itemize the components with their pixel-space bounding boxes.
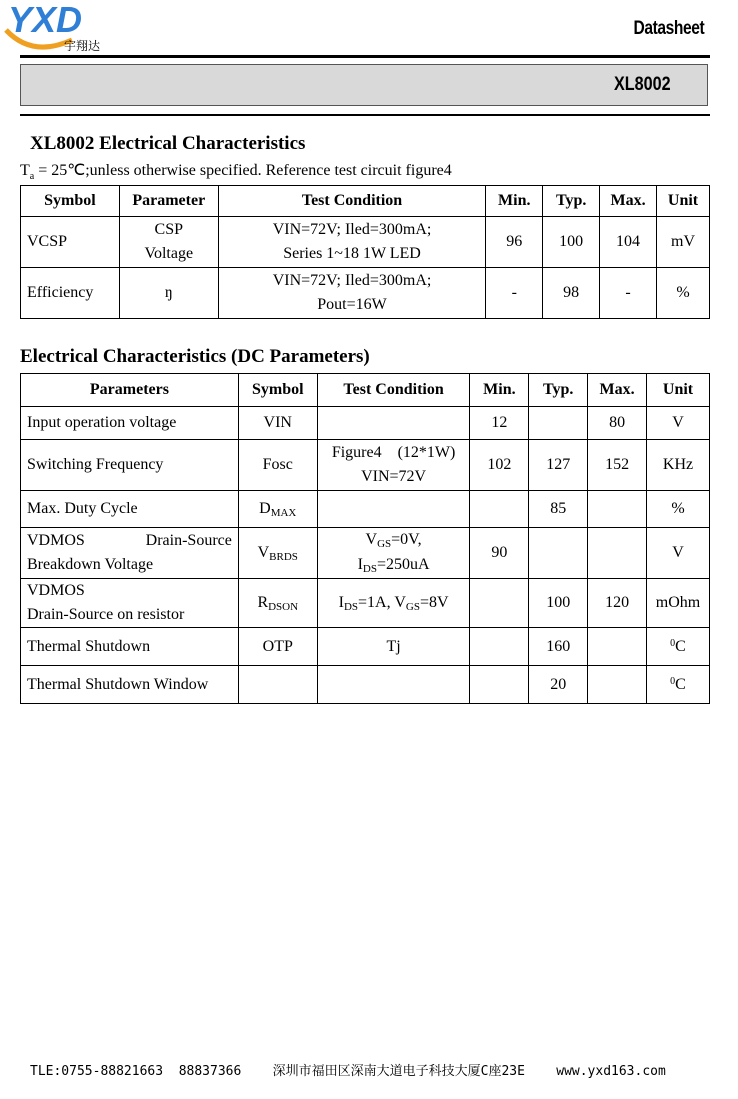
symbol-cell: VBRDS bbox=[238, 528, 317, 579]
col-header: Max. bbox=[588, 374, 647, 407]
col-header: Test Condition bbox=[317, 374, 470, 407]
condition-cell: VGS=0V, IDS=250uA bbox=[317, 528, 470, 579]
min-cell: 90 bbox=[470, 528, 529, 579]
typ-cell: 20 bbox=[529, 666, 588, 704]
table-row bbox=[21, 407, 710, 440]
condition-cell: VIN=72V; Iled=300mA; Pout=16W bbox=[218, 268, 486, 319]
max-cell bbox=[588, 491, 647, 528]
test-note: $T_a$ = 25℃;unless otherwise specified. Reference test circuit figure4 bbox=[20, 162, 452, 183]
typ-cell: 98 bbox=[543, 268, 600, 319]
parameter-cell: Thermal Shutdown bbox=[21, 628, 239, 666]
unit-cell: $^0$C bbox=[647, 628, 710, 666]
unit-cell: KHz bbox=[647, 440, 710, 491]
table-row bbox=[21, 491, 710, 528]
col-header: Test Condition bbox=[218, 186, 486, 217]
table-row bbox=[21, 628, 710, 666]
unit-cell: $^0$C bbox=[647, 666, 710, 704]
unit-cell: mV bbox=[657, 217, 710, 268]
table-row bbox=[21, 528, 710, 579]
banner-rule bbox=[20, 114, 710, 116]
col-header: Parameters bbox=[21, 374, 239, 407]
condition-cell: VIN=72V; Iled=300mA; Series 1~18 1W LED bbox=[218, 217, 486, 268]
max-cell bbox=[588, 528, 647, 579]
min-cell: 96 bbox=[486, 217, 543, 268]
parameter-cell: ŋ bbox=[119, 268, 218, 319]
unit-cell: % bbox=[647, 491, 710, 528]
unit-cell: V bbox=[647, 407, 710, 440]
min-cell: 102 bbox=[470, 440, 529, 491]
min-cell bbox=[470, 628, 529, 666]
col-header: Min. bbox=[470, 374, 529, 407]
symbol-cell: VCSP bbox=[21, 217, 120, 268]
condition-cell bbox=[317, 666, 470, 704]
max-cell: 104 bbox=[600, 217, 657, 268]
typ-cell: 160 bbox=[529, 628, 588, 666]
max-cell: 152 bbox=[588, 440, 647, 491]
table-row bbox=[21, 440, 710, 491]
max-cell: 80 bbox=[588, 407, 647, 440]
col-header: Typ. bbox=[543, 186, 600, 217]
unit-cell: V bbox=[647, 528, 710, 579]
typ-cell bbox=[529, 528, 588, 579]
electrical-characteristics-table bbox=[20, 185, 710, 319]
min-cell bbox=[470, 579, 529, 628]
min-cell: - bbox=[486, 268, 543, 319]
part-number: XL8002 bbox=[614, 74, 671, 95]
unit-cell: % bbox=[657, 268, 710, 319]
section1-title: XL8002 Electrical Characteristics bbox=[30, 133, 306, 154]
col-header: Symbol bbox=[21, 186, 120, 217]
max-cell bbox=[588, 628, 647, 666]
col-header: Unit bbox=[647, 374, 710, 407]
table-row bbox=[21, 217, 710, 268]
col-header: Parameter bbox=[119, 186, 218, 217]
svg-text:YXD: YXD bbox=[8, 0, 83, 40]
col-header: Unit bbox=[657, 186, 710, 217]
parameter-cell: Max. Duty Cycle bbox=[21, 491, 239, 528]
parameter-cell: Switching Frequency bbox=[21, 440, 239, 491]
unit-cell: mOhm bbox=[647, 579, 710, 628]
symbol-cell bbox=[238, 666, 317, 704]
max-cell: - bbox=[600, 268, 657, 319]
col-header: Max. bbox=[600, 186, 657, 217]
table-header-row bbox=[21, 374, 710, 407]
max-cell bbox=[588, 666, 647, 704]
symbol-cell: Efficiency bbox=[21, 268, 120, 319]
condition-cell: Figure4 (12*1W) VIN=72V bbox=[317, 440, 470, 491]
min-cell bbox=[470, 491, 529, 528]
symbol-cell: RDSON bbox=[238, 579, 317, 628]
dc-parameters-table bbox=[20, 373, 710, 704]
parameter-cell: VDMOS Drain-Source Breakdown Voltage bbox=[21, 528, 239, 579]
typ-cell: 100 bbox=[543, 217, 600, 268]
min-cell: 12 bbox=[470, 407, 529, 440]
typ-cell: 100 bbox=[529, 579, 588, 628]
table-row bbox=[21, 579, 710, 628]
typ-cell: 127 bbox=[529, 440, 588, 491]
condition-cell bbox=[317, 491, 470, 528]
parameter-cell: VDMOS Drain-Source on resistor bbox=[21, 579, 239, 628]
max-cell: 120 bbox=[588, 579, 647, 628]
parameter-cell: Input operation voltage bbox=[21, 407, 239, 440]
symbol-cell: Fosc bbox=[238, 440, 317, 491]
company-logo bbox=[2, 0, 132, 56]
svg-text:宇翔达: 宇翔达 bbox=[64, 39, 101, 53]
table-row bbox=[21, 666, 710, 704]
symbol-cell: DMAX bbox=[238, 491, 317, 528]
condition-cell: Tj bbox=[317, 628, 470, 666]
condition-cell: IDS=1A, VGS=8V bbox=[317, 579, 470, 628]
typ-cell: 85 bbox=[529, 491, 588, 528]
min-cell bbox=[470, 666, 529, 704]
parameter-cell: Thermal Shutdown Window bbox=[21, 666, 239, 704]
part-banner bbox=[20, 64, 708, 106]
col-header: Min. bbox=[486, 186, 543, 217]
typ-cell bbox=[529, 407, 588, 440]
parameter-cell: CSP Voltage bbox=[119, 217, 218, 268]
col-header: Symbol bbox=[238, 374, 317, 407]
section2-title: Electrical Characteristics (DC Parameters) bbox=[20, 346, 370, 367]
header-rule bbox=[20, 55, 710, 58]
table-row bbox=[21, 268, 710, 319]
symbol-cell: OTP bbox=[238, 628, 317, 666]
footer-contact: TLE:0755-88821663 88837366 深圳市福田区深南大道电子科技大厦C座23E www.yxd163.com bbox=[30, 1064, 666, 1079]
table-header-row bbox=[21, 186, 710, 217]
condition-cell bbox=[317, 407, 470, 440]
col-header: Typ. bbox=[529, 374, 588, 407]
doc-type-label: Datasheet bbox=[633, 18, 704, 39]
symbol-cell: VIN bbox=[238, 407, 317, 440]
